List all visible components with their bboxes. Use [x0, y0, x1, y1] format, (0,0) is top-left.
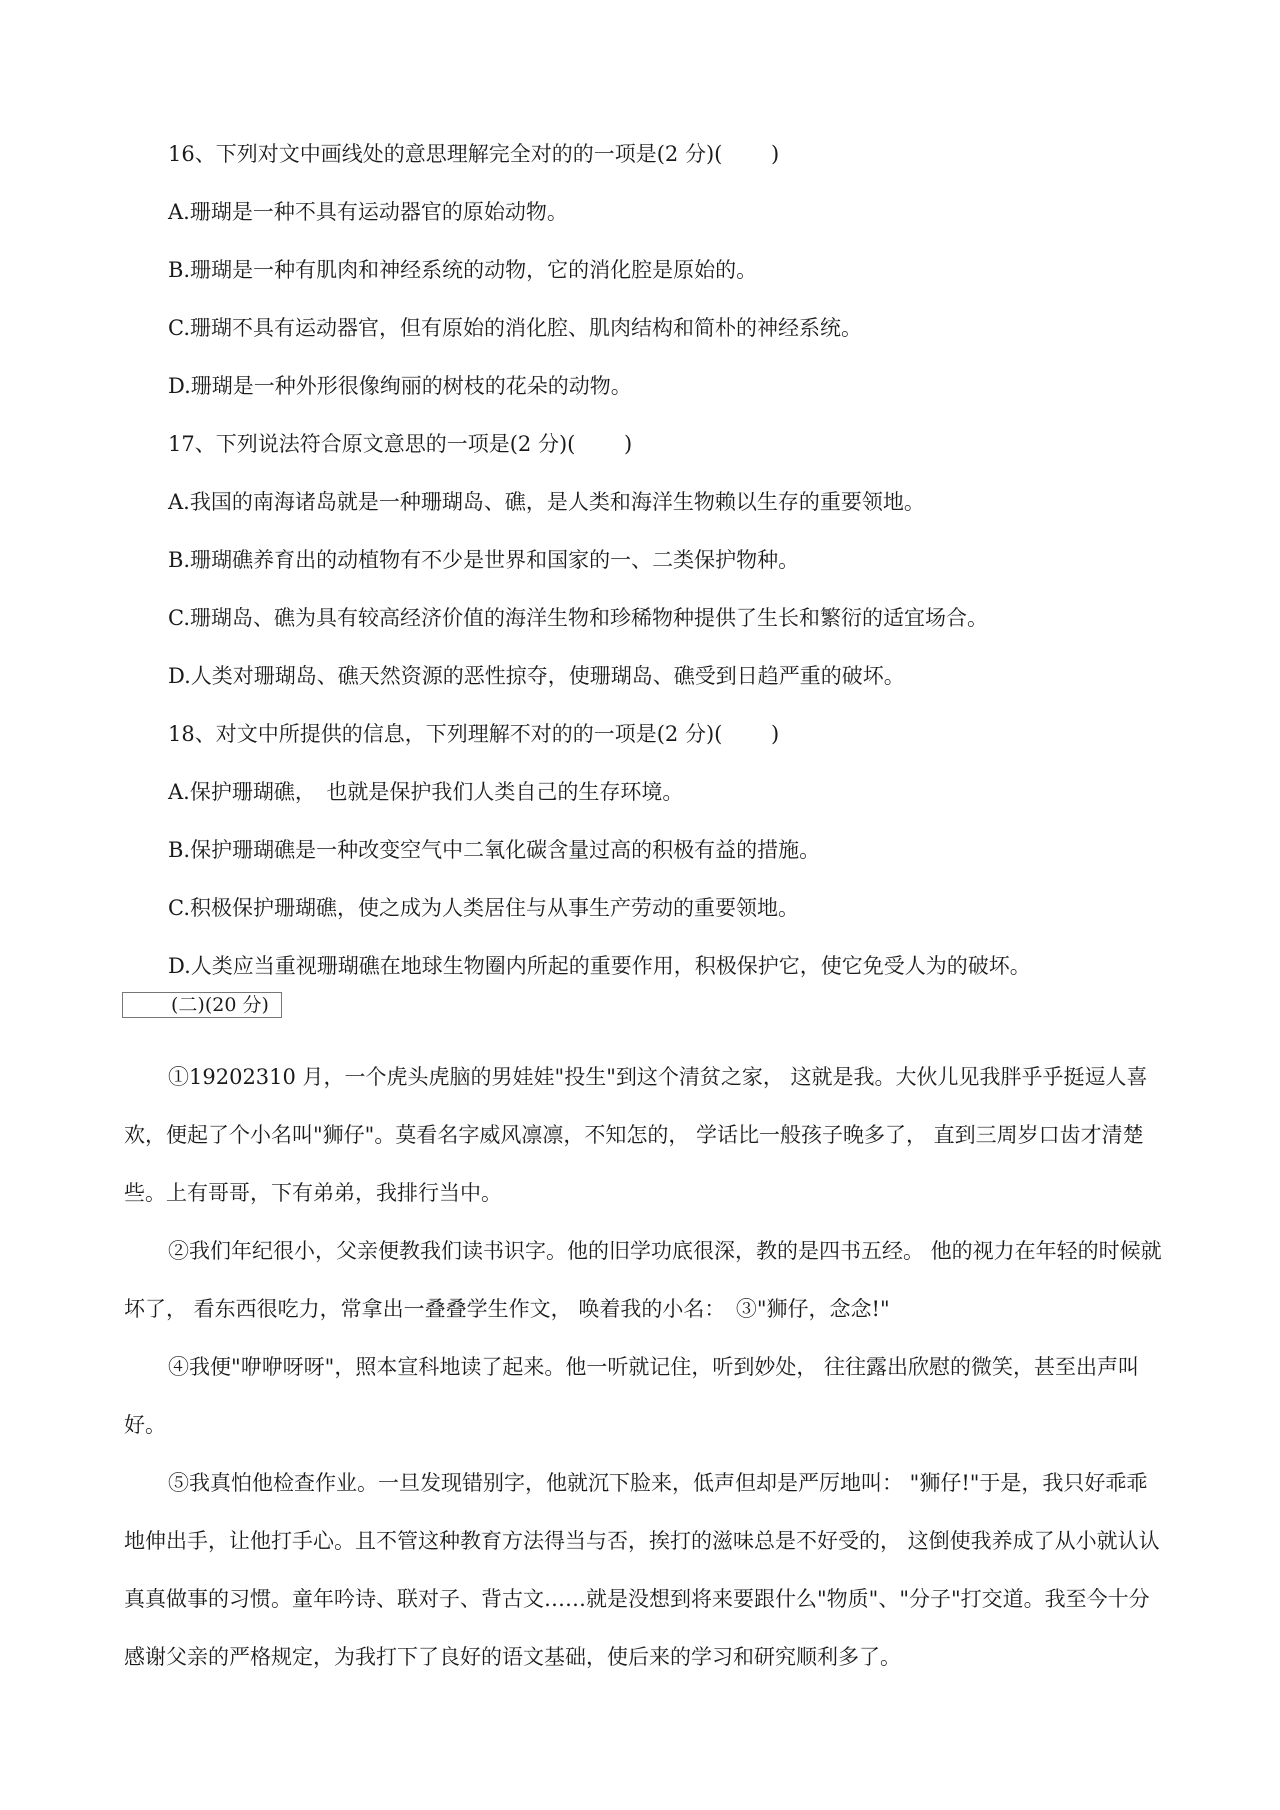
question-17-option-d: D.人类对珊瑚岛、礁天然资源的恶性掠夺，使珊瑚岛、礁受到日趋严重的破坏。 — [168, 664, 905, 688]
question-18-stem: 18、对文中所提供的信息，下列理解不对的的一项是(2 分)( ) — [168, 722, 780, 746]
question-16-option-a: A.珊瑚是一种不具有运动器官的原始动物。 — [168, 200, 568, 224]
question-17-stem: 17、下列说法符合原文意思的一项是(2 分)( ) — [168, 432, 633, 456]
question-18-option-b: B.保护珊瑚礁是一种改变空气中二氧化碳含量过高的积极有益的措施。 — [168, 838, 821, 862]
question-17-option-b: B.珊瑚礁养育出的动植物有不少是世界和国家的一、二类保护物种。 — [168, 548, 800, 572]
question-18-option-a: A.保护珊瑚礁， 也就是保护我们人类自己的生存环境。 — [168, 780, 684, 804]
passage-paragraph-2: ②我们年纪很小，父亲便教我们读书识字。他的旧学功底很深，教的是四书五经。 他的视力在年轻的时候就坏了， 看东西很吃力，常拿出一叠叠学生作文， 唤着我的小名： ③"狮仔，念念!" — [124, 1239, 1162, 1321]
passage-paragraph-3: ④我便"咿咿呀呀"，照本宣科地读了起来。他一听就记住，听到妙处， 往往露出欣慰的微笑，甚至出声叫好。 — [124, 1355, 1139, 1437]
passage-paragraph-4: ⑤我真怕他检查作业。一旦发现错别字，他就沉下脸来，低声但却是严厉地叫： "狮仔!"于是，我只好乖乖地伸出手，让他打手心。且不管这种教育方法得当与否，挨打的滋味总是不好受的， 这倒使我养成了从小就认认真真做事的习惯。童年吟诗、联对子、背古文……就是没想到将来要跟什么"物质"、"分子"打交道。我至今十分感谢父亲的严格规定，为我打下了良好的语文基础，使后来的学习和研究顺利多了。 — [124, 1471, 1160, 1669]
question-16-option-c: C.珊瑚不具有运动器官，但有原始的消化腔、肌肉结构和简朴的神经系统。 — [168, 316, 862, 340]
question-17-option-c: C.珊瑚岛、礁为具有较高经济价值的海洋生物和珍稀物种提供了生长和繁衍的适宜场合。 — [168, 606, 988, 630]
section-header-box — [122, 992, 282, 1018]
section-header-label: (二)(20 分) — [171, 994, 269, 1016]
question-18-option-c: C.积极保护珊瑚礁，使之成为人类居住与从事生产劳动的重要领地。 — [168, 896, 799, 920]
question-16-option-d: D.珊瑚是一种外形很像绚丽的树枝的花朵的动物。 — [168, 374, 632, 398]
question-16-stem: 16、下列对文中画线处的意思理解完全对的的一项是(2 分)( ) — [168, 142, 780, 166]
passage-paragraph-1: ①19202310 月，一个虎头虎脑的男娃娃"投生"到这个清贫之家， 这就是我。大伙儿见我胖乎乎挺逗人喜欢，便起了个小名叫"狮仔"。莫看名字威风凛凛，不知怎的， 学话比一般孩子晚多了， 直到三周岁口齿才清楚些。上有哥哥，下有弟弟，我排行当中。 — [124, 1065, 1148, 1205]
question-16-option-b: B.珊瑚是一种有肌肉和神经系统的动物，它的消化腔是原始的。 — [168, 258, 758, 282]
question-17-option-a: A.我国的南海诸岛就是一种珊瑚岛、礁，是人类和海洋生物赖以生存的重要领地。 — [168, 490, 925, 514]
question-18-option-d: D.人类应当重视珊瑚礁在地球生物圈内所起的重要作用，积极保护它，使它免受人为的破坏。 — [168, 954, 1031, 978]
